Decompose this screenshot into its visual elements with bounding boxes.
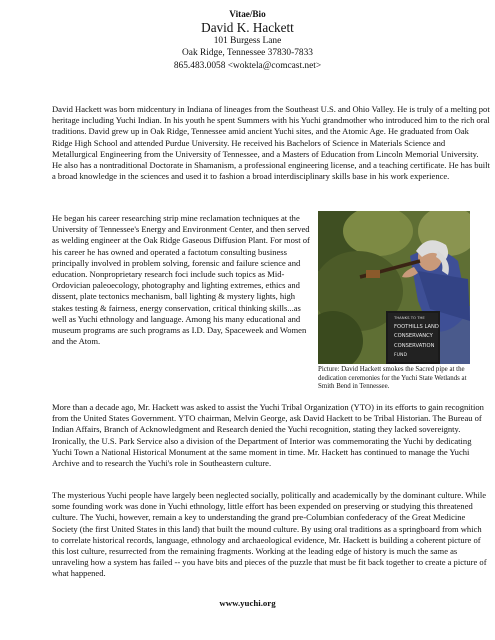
address-street: 101 Burgess Lane	[213, 36, 282, 46]
bio-paragraph-yuchi-people: The mysterious Yuchi people have largely been neglected socially, politically and academically by the dominant culture. While some founding work was done in Yuchi ethnology, little effort has been expended on preserving or studying this threatened culture. The Yuchi, however, remain a key to understanding the grand pre-Columbian confederacy of the Great Medicine Society (the first United States in this land) that built the mound culture. By using oral traditions as a springboard from which to correlate historical records, language, ethnology and archaeological evidence, Mr. Hackett is building a coherent picture of this lost culture, resurrected from the remaining fragments. Working at the leading edge of history is much the same as unraveling how a system has failed -- you have bits and pieces of the puzzle that must be fit back together to create a picture of what happened.	[52, 490, 487, 579]
footer-website: www.yuchi.org	[219, 598, 276, 608]
sign-line-5: FUND	[394, 353, 407, 358]
sign-line-1: THANKS TO THE	[394, 315, 425, 320]
sign-line-4: CONSERVATION	[394, 343, 435, 349]
ceremony-photo-illustration	[318, 211, 470, 364]
bio-paragraph-origins: David Hackett was born midcentury in Indiana of lineages from the Southeast U.S. and Ohio Valley. He is truly of a melting pot heritage including Yuchi Indian. In his youth he spent Summers with his Yuchi grandmother who introduced him to the rich oral traditions. David grew up in Oak Ridge, Tennessee amid ancient Yuchi sites, and the Atomic Age. He graduated from Oak Ridge High School and attended Purdue University. He received his Bachelors of Science in Materials Science and Metallurgical Engineering from the University of Tennessee, and a Masters of Education from Lincoln Memorial University. He also has a nontraditional Doctorate in Shamanism, a professional engineering license, and a teaching certificate. He has built a broad knowledge in the sciences and used it to fashion a broad interdisciplinary skills base in his work experience.	[52, 104, 490, 182]
document-label: Vitae/Bio	[229, 9, 266, 19]
photo-caption: Picture: David Hackett smokes the Sacred pipe at the dedication ceremonies for the Yuchi State Wetlands at Smith Bend in Tennessee.	[318, 366, 467, 391]
bio-paragraph-career: He began his career researching strip mine reclamation techniques at the University of Tennessee's Energy and Environment Center, and then served as welding engineer at the Oak Ridge Gaseous Diffusion Plant. For most of his career he has owned and operated a factotum consulting business principally involved in problem solving, forensic and failure science and education. Nonproprietary research foci include such topics as Mid-Ordovician paleoecology, photography and lighting extremes, ethics and dissent, plate tectonics mechanism, ball lighting & mystery lights, high stakes testing & fairness, energy conservation, critical thinking skills...as well as Yuchi ethnology and language. Among his many educational and museum programs are such programs as I.D. Day, Spaceweek and Women and the Atom.	[52, 213, 310, 347]
person-name: David K. Hackett	[201, 20, 294, 35]
contact-line: 865.483.0058 <woktela@comcast.net>	[173, 60, 322, 71]
ceremony-photo	[318, 211, 470, 364]
sign-line-3: CONSERVANCY	[394, 333, 433, 339]
bio-paragraph-yto: More than a decade ago, Mr. Hackett was asked to assist the Yuchi Tribal Organization (YTO) in its efforts to gain recognition from the United States Government. YTO chairman, Melvin George, ask David Hackett to be Tribal Historian. The Bureau of Indian Affairs, Branch of Acknowledgment and Research denied the Yuchi recognition, stating they lacked sovereignty. Ironically, the U.S. Park Service also a division of the Department of Interior was commemorating the Yuchi by dedicating Yuchi Town a National Historical Monument at the same moment in time. Mr. Hackett has continued to manage the Yuchi Archive and to research the Yuchi's role in Southeastern culture.	[52, 402, 484, 469]
address-city: Oak Ridge, Tennessee 37830-7833	[182, 48, 313, 59]
sign-line-2: FOOTHILLS LAND	[394, 324, 439, 330]
bio-header	[0, 8, 495, 72]
